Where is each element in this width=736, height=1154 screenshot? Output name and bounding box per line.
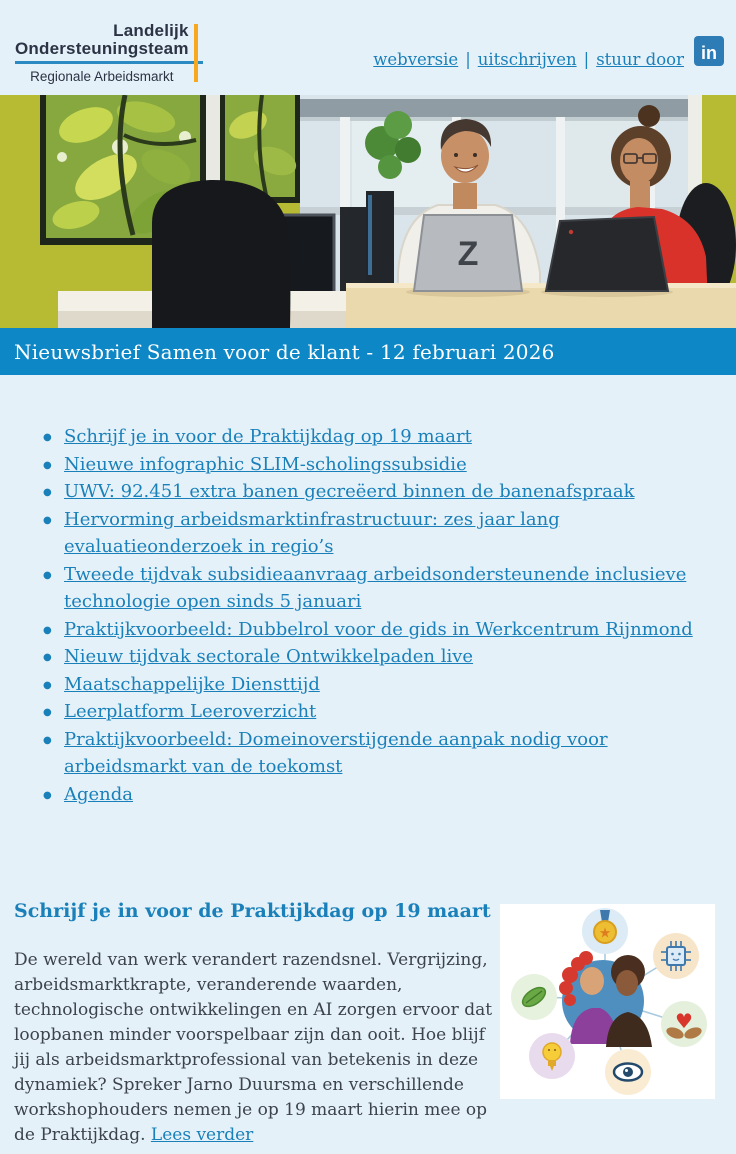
- article-title: Schrijf je in voor de Praktijkdag op 19 maart: [14, 900, 491, 922]
- leaf-icon: [511, 974, 557, 1020]
- logo-line1: Landelijk: [113, 21, 189, 40]
- toc-link[interactable]: Leerplatform Leeroverzicht: [64, 701, 317, 722]
- article-body-text: De wereld van werk verandert razendsnel. Vergrijzing, arbeidsmarktkrapte, veranderende waarden, technologische ontwikkelingen en AI zorgen ervoor dat loopbanen minder voorspelbaar zijn dan ooit. Hoe blijf jij als arbeidsmarktprofessional van betekenis in deze dynamiek? Spreker Jarno Duursma en verschillende workshophouders nemen je op 19 maart hierin mee op de Praktijkdag.: [14, 950, 493, 1145]
- stuur-door-link[interactable]: stuur door: [596, 50, 684, 69]
- laptop-z-logo: Z: [457, 235, 479, 273]
- medal-icon: [582, 908, 628, 954]
- toc-item: [64, 616, 694, 644]
- logo-rule: [15, 61, 203, 64]
- office-chair: [152, 180, 290, 328]
- toc-item: [64, 423, 694, 451]
- toc-link[interactable]: Nieuwe infographic SLIM-scholingssubsidie: [64, 453, 467, 475]
- toc-item: [64, 698, 694, 726]
- article-praktijkdag: [0, 900, 736, 1148]
- silver-laptop: [406, 215, 530, 297]
- toc-item: [64, 781, 694, 809]
- link-separator: |: [583, 50, 590, 69]
- hero-photo: [0, 95, 736, 328]
- toc-link[interactable]: Nieuw tijdvak sectorale Ontwikkelpaden live: [64, 646, 474, 667]
- toc-link[interactable]: Praktijkvoorbeeld: Domeinoverstijgende aanpak nodig voor arbeidsmarkt van de toekomst: [64, 728, 608, 777]
- heart-hands-icon: [661, 1001, 707, 1047]
- wooden-desk: [346, 283, 736, 328]
- dark-laptop: [541, 217, 673, 297]
- toc-link[interactable]: Schrijf je in voor de Praktijkdag op 19 maart: [64, 426, 472, 447]
- uitschrijven-link[interactable]: uitschrijven: [477, 50, 577, 69]
- toc-link[interactable]: Praktijkvoorbeeld: Dubbelrol voor de gids in Werkcentrum Rijnmond: [64, 618, 693, 640]
- toc-link[interactable]: Hervorming arbeidsmarktinfrastructuur: zes jaar lang evaluatieonderzoek in regio’s: [64, 508, 560, 557]
- newsletter-title: Nieuwsbrief Samen voor de klant - 12 februari 2026: [14, 339, 555, 364]
- toc-item: [64, 726, 694, 781]
- webversie-link[interactable]: webversie: [373, 50, 459, 69]
- toc-list: [0, 423, 694, 808]
- article-illustration: [500, 904, 715, 1099]
- toc-item: [64, 561, 694, 616]
- toc-item: [64, 671, 694, 699]
- toc-link[interactable]: Maatschappelijke Diensttijd: [64, 673, 320, 695]
- toc-link[interactable]: Tweede tijdvak subsidieaanvraag arbeidsondersteunende inclusieve technologie open sinds 5 januari: [64, 563, 687, 612]
- logo: [15, 22, 203, 84]
- toc-link[interactable]: UWV: 92.451 extra banen gecreëerd binnen de banenafspraak: [64, 481, 635, 502]
- linkedin-icon[interactable]: in: [694, 36, 724, 66]
- article-illustration-svg: [500, 904, 715, 1099]
- toc-item: [64, 478, 694, 506]
- people-illustration: [559, 951, 652, 1047]
- newsletter-title-bar: [0, 328, 736, 375]
- toc-item: [64, 506, 694, 561]
- svg-text:★: ★: [598, 925, 612, 942]
- svg-text:♥: ♥: [675, 1009, 693, 1033]
- toc-item: [64, 451, 694, 479]
- read-more-link[interactable]: Lees verder: [150, 1125, 254, 1145]
- lightbulb-icon: [529, 1033, 575, 1079]
- header: [0, 0, 736, 95]
- eye-icon: [605, 1049, 651, 1095]
- link-separator: |: [465, 50, 471, 69]
- logo-line2: Ondersteuningsteam: [15, 39, 189, 58]
- article-body: [14, 948, 494, 1148]
- main-content: [0, 375, 736, 1154]
- toc-link[interactable]: Agenda: [64, 783, 134, 805]
- logo-subtitle: Regionale Arbeidsmarkt: [30, 69, 174, 84]
- chip-icon: [653, 933, 699, 979]
- toc-item: [64, 643, 694, 671]
- hero-photo-svg: [0, 95, 736, 328]
- header-links: [373, 50, 684, 69]
